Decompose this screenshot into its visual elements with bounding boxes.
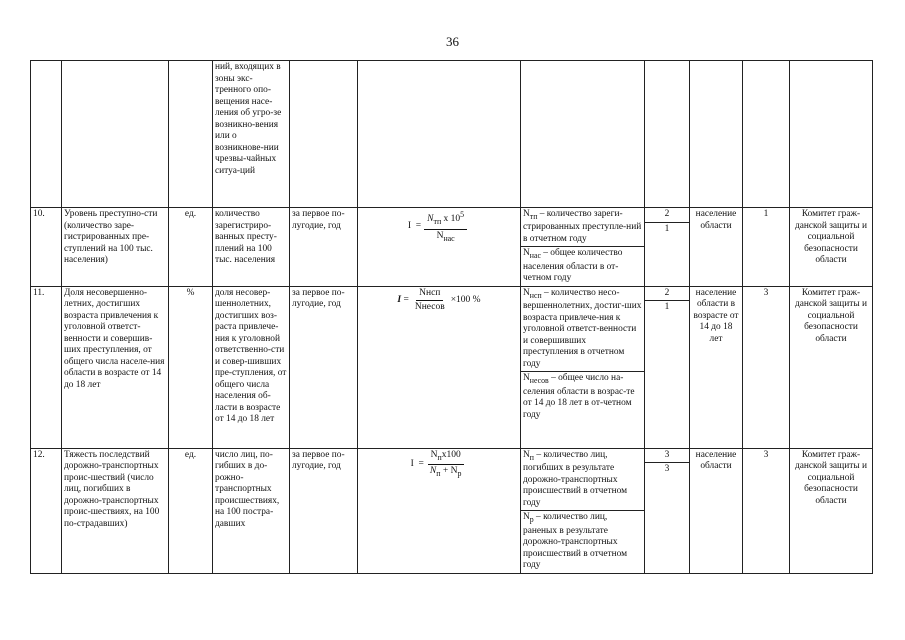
cell-variables: $N_{нсп}$ – количество несо-вершеннолетних, достиг-ших возраста привлече-ния к уголовной ответст-венности и совершивших преступления в отчетном году $N_{несов}$ – общее число на-селения области в возрас-те от 14 до 18 лет в от-четном году [521,286,645,448]
table-row [31,286,873,448]
cell-codes: 2 1 [645,208,690,287]
cell-formula [358,286,521,448]
cell-unit: ед. [169,208,213,287]
cell-variables: $N_п$ – количество лиц, погибших в результате дорожно-транспортных происшествий в отчетном году $N_р$ – количество лиц, раненых в результате дорожно-транспортных происшествий в отчетном году [521,448,645,573]
fraction: $\frac{N_{тп} x 10^5}{N_{нас}}$ [424,209,467,244]
cell-formula [358,448,521,573]
cell-period: за первое по-лугодие, год [290,448,358,573]
cell-method: население области в возрасте от 14 до 18 лет [690,286,743,448]
formula: I = $\frac{N_{тп} x 10^5}{N_{нас}}$ [360,209,518,244]
cell-frequency: 3 [743,448,790,573]
cell-method: население области [690,208,743,287]
cell-definition: доля несовер-шеннолетних, достигших воз-раста привлече-ния к уголовной ответственно-сти и совер-шивших пре-ступления, от общего числа населения об-ласти в возрасте от 14 до 18 лет [213,286,290,448]
formula: I = $\frac{N_пx100}{N_п + N_р}$ [360,450,518,480]
cell-responsible: Комитет граж-данской защиты и социальной безопасности области [790,448,873,573]
cell-responsible: Комитет граж-данской защиты и социальной безопасности области [790,208,873,287]
fraction: $\frac{N_пx100}{N_п + N_р}$ [427,450,465,480]
indicators-table [30,60,873,574]
cell-number: 11. [31,286,62,448]
cell-definition: ний, входящих в зоны экс-тренного опо-вещения насе-ления об угро-зе возникно-вения или о возникнове-нии чрезвы-чайных ситуа-ций [213,61,290,208]
table-row [31,208,873,287]
cell-variables: $N_{тп}$ – количество зареги-стрированных преступле-ний в отчетном году $N_{нас}$ – общее количество населения области в от-четном году [521,208,645,287]
cell-name: Уровень преступно-сти (количество заре-гистрированных пре-ступлений на 100 тыс. населения) [62,208,169,287]
cell-method: население области [690,448,743,573]
cell-codes: 3 3 [645,448,690,573]
cell-responsible: Комитет граж-данской защиты и социальной безопасности области [790,286,873,448]
cell-unit: % [169,286,213,448]
fraction: $\frac{\text{Nнсп}}{\text{Nнесов}}$ [414,287,445,313]
cell-period: за первое по-лугодие, год [290,208,358,287]
cell-period: за первое по-лугодие, год [290,286,358,448]
table-row [31,61,873,208]
cell-number: 12. [31,448,62,573]
cell-name: Тяжесть последствий дорожно-транспортных проис-шествий (число лиц, погибших в дорожно-транспортных проис-шествиях, на 100 по-страдавших) [62,448,169,573]
cell-name: Доля несовершенно-летних, достигших возраста привлечения к уголовной ответст-венности и совершив-ших преступления, от общего числа населе-ния области в возрасте от 14 до 18 лет [62,286,169,448]
cell-number: 10. [31,208,62,287]
cell-definition: число лиц, по-гибших в до-рожно-транспортных происшествиях, на 100 постра-давших [213,448,290,573]
table-row [31,448,873,573]
cell-formula [358,208,521,287]
cell-frequency: 1 [743,208,790,287]
cell-frequency: 3 [743,286,790,448]
cell-unit: ед. [169,448,213,573]
cell-definition: количество зарегистриро-ванных престу-плений на 100 тыс. населения [213,208,290,287]
page-number: 36 [446,34,459,49]
cell-codes: 2 1 [645,286,690,448]
formula: I = $\frac{\text{Nнсп}}{\text{Nнесов}}$ ×100 % [397,287,481,313]
